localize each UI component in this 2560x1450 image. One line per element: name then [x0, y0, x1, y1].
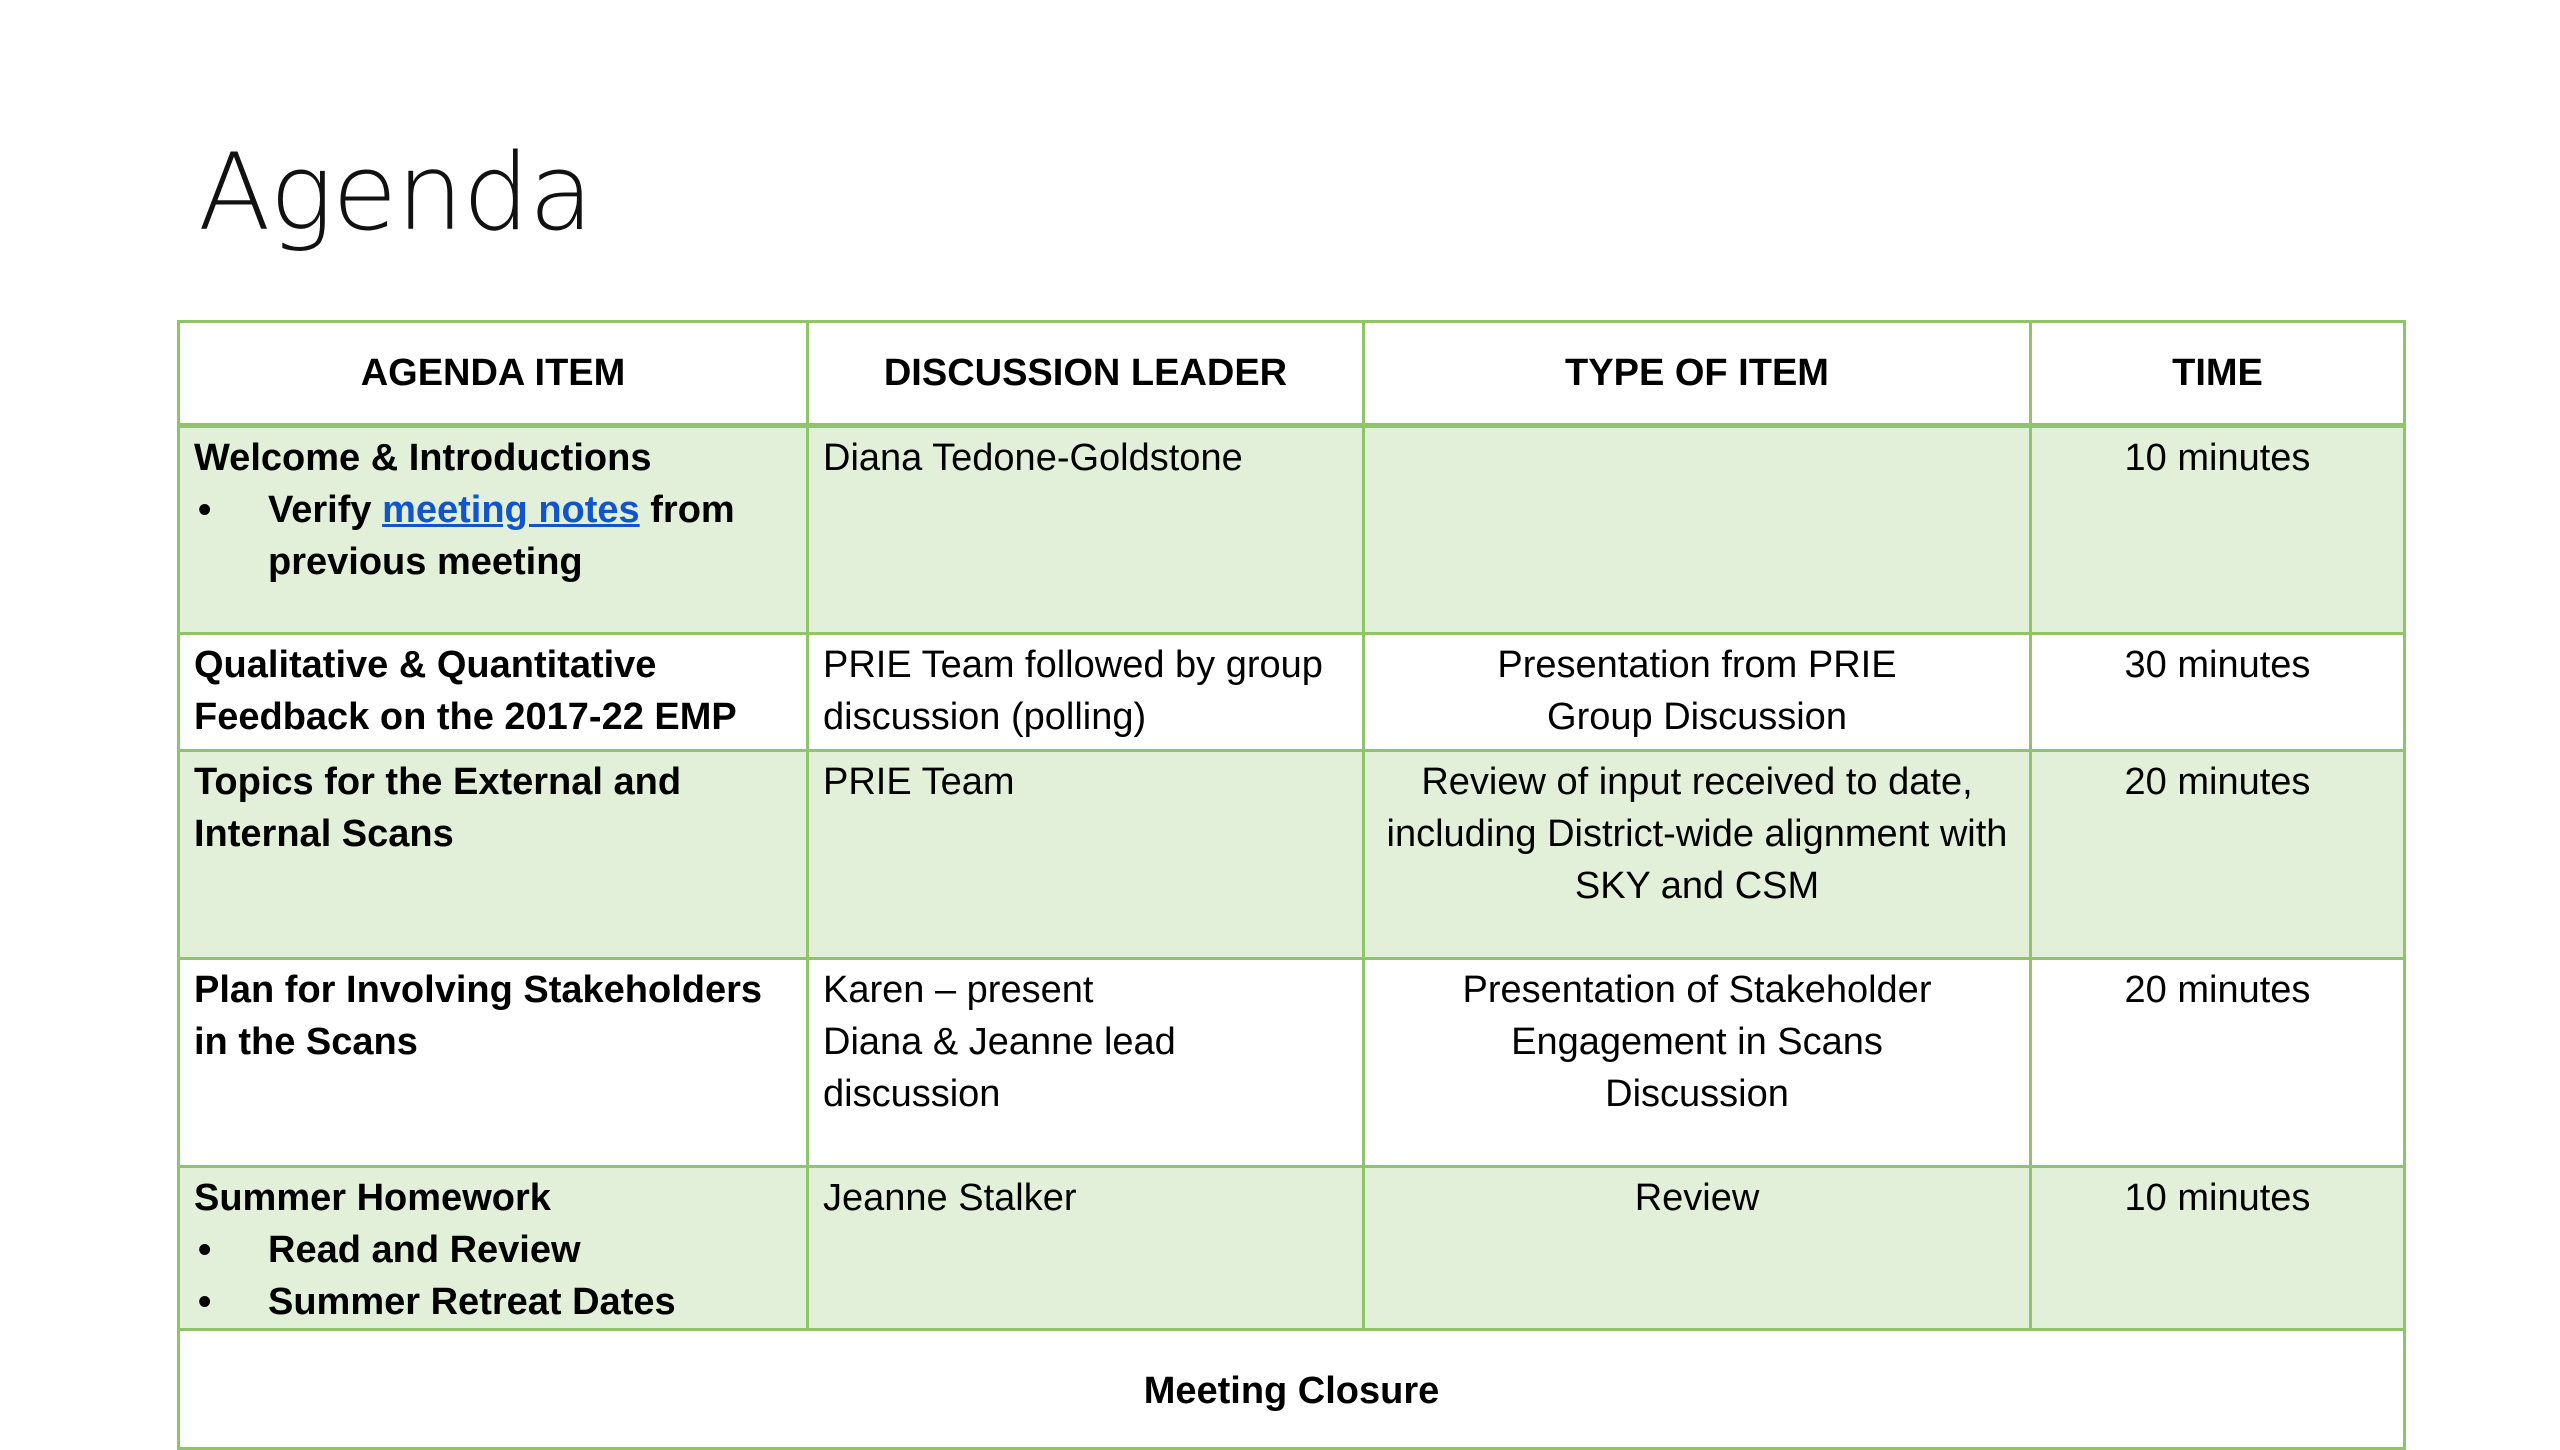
- time-cell: 10 minutes: [2031, 1167, 2405, 1330]
- agenda-item-title: Summer Homework: [194, 1177, 551, 1219]
- bullet-text-suffix: from previous meeting: [268, 489, 735, 583]
- time-cell: 20 minutes: [2031, 959, 2405, 1167]
- meeting-notes-link[interactable]: meeting notes: [382, 489, 640, 531]
- header-type-of-item: TYPE OF ITEM: [1364, 322, 2031, 426]
- page-title: Agenda: [198, 131, 593, 254]
- time-cell: 30 minutes: [2031, 634, 2405, 751]
- bullet-item: [194, 484, 792, 588]
- leader-line: Diana & Jeanne lead discussion: [823, 1021, 1176, 1115]
- header-discussion-leader: DISCUSSION LEADER: [808, 322, 1364, 426]
- discussion-leader-cell: Diana Tedone-Goldstone: [808, 426, 1364, 634]
- agenda-table: [177, 320, 2406, 1450]
- agenda-item-cell: Plan for Involving Stakeholders in the Scans: [179, 959, 808, 1167]
- bullet-text: Summer Retreat Dates: [268, 1281, 676, 1323]
- type-line: Discussion: [1605, 1073, 1789, 1115]
- agenda-item-cell: Topics for the External and Internal Scans: [179, 751, 808, 959]
- agenda-item-cell: Qualitative & Quantitative Feedback on the 2017-22 EMP: [179, 634, 808, 751]
- bullet-item: [194, 1224, 792, 1276]
- time-cell: 20 minutes: [2031, 751, 2405, 959]
- table-header-row: [179, 322, 2405, 426]
- type-of-item-cell: [1364, 634, 2031, 751]
- type-of-item-cell: [1364, 426, 2031, 634]
- time-cell: 10 minutes: [2031, 426, 2405, 634]
- header-agenda-item: AGENDA ITEM: [179, 322, 808, 426]
- table-row: [179, 1167, 2405, 1330]
- agenda-item-title: Welcome & Introductions: [194, 437, 652, 479]
- type-of-item-cell: [1364, 959, 2031, 1167]
- discussion-leader-cell: PRIE Team followed by group discussion (polling): [808, 634, 1364, 751]
- header-time: TIME: [2031, 322, 2405, 426]
- bullet-list: [194, 1224, 792, 1328]
- bullet-icon: •: [198, 489, 212, 531]
- discussion-leader-cell: Jeanne Stalker: [808, 1167, 1364, 1330]
- bullet-icon: •: [198, 1229, 212, 1271]
- bullet-item: [194, 1276, 792, 1328]
- leader-line: Karen – present: [823, 969, 1094, 1011]
- type-line: Group Discussion: [1547, 696, 1847, 738]
- type-of-item-cell: Review: [1364, 1167, 2031, 1330]
- type-line: Presentation of Stakeholder Engagement in Scans: [1462, 969, 1932, 1063]
- bullet-text-prefix: Verify: [268, 489, 383, 531]
- closure-row: [179, 1330, 2405, 1449]
- bullet-text: Read and Review: [268, 1229, 581, 1271]
- discussion-leader-cell: [808, 959, 1364, 1167]
- type-of-item-cell: Review of input received to date, including District-wide alignment with SKY and CSM: [1364, 751, 2031, 959]
- bullet-list: [194, 484, 792, 588]
- meeting-closure: Meeting Closure: [179, 1330, 2405, 1449]
- bullet-icon: •: [198, 1281, 212, 1323]
- table-row: [179, 426, 2405, 634]
- agenda-item-cell: [179, 426, 808, 634]
- table-row: [179, 751, 2405, 959]
- table-row: [179, 634, 2405, 751]
- discussion-leader-cell: PRIE Team: [808, 751, 1364, 959]
- type-line: Presentation from PRIE: [1497, 644, 1897, 686]
- agenda-item-cell: [179, 1167, 808, 1330]
- table-row: [179, 959, 2405, 1167]
